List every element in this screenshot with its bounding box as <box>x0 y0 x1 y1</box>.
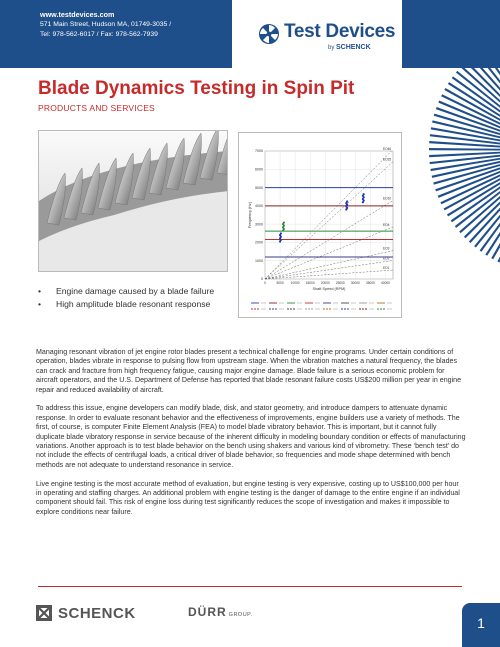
durr-group-logo <box>188 605 253 619</box>
x-tick-label: 35000 <box>365 281 375 285</box>
durr-group-label: GROUP. <box>228 612 253 618</box>
data-point <box>280 232 282 234</box>
bullet-list <box>38 285 248 311</box>
fan-blades-graphic <box>404 0 500 300</box>
engine-order-label: EO25 <box>383 157 392 162</box>
website-link[interactable]: www.testdevices.com <box>40 10 115 19</box>
y-tick-label: 6000 <box>255 167 263 172</box>
x-tick-label: 5000 <box>276 281 284 285</box>
engine-order-label: EO10 <box>383 196 392 201</box>
y-tick-label: 2000 <box>255 240 263 245</box>
bullet-item <box>38 298 248 311</box>
bullet-marker: • <box>38 286 42 296</box>
logo-by: by <box>328 45 335 51</box>
blade-photo-graphic <box>39 131 228 272</box>
y-tick-label: 3000 <box>255 222 263 227</box>
plot-area <box>265 151 393 279</box>
schenck-logo <box>36 604 136 622</box>
phone-fax-text: Tel: 978-562-6017 / Fax: 978-562-7939 <box>40 31 158 38</box>
data-point <box>283 221 285 223</box>
body-paragraph: Live engine testing is the most accurate method of evaluation, but engine testing is very expensive, costing up to US$100,000 per hour in operating and staffing charges. An additional problem with engine testing is the danger of damage to the entire engine if an individual component should fail. This risk of engine loss during test significantly reduces the scope of investigation and makes it impossible to explore conditions near failure. <box>36 479 460 516</box>
x-tick-label: 0 <box>264 281 266 285</box>
footer-rule <box>38 586 462 587</box>
fan-blade-decoration <box>404 0 500 300</box>
bullet-text: High amplitude blade resonant response <box>56 299 211 309</box>
x-tick-label: 15000 <box>305 281 315 285</box>
x-tick-label: 20000 <box>320 281 330 285</box>
blade-damage-photo <box>38 130 228 272</box>
body-text <box>36 348 466 527</box>
x-tick-label: 25000 <box>335 281 345 285</box>
engine-order-label: EO3 <box>383 246 390 251</box>
x-axis-label: Shaft Speed (RPM) <box>312 287 346 291</box>
page-title: Blade Dynamics Testing in Spin Pit <box>38 78 355 99</box>
bullet-text: Engine damage caused by a blade failure <box>56 286 215 296</box>
bullet-item <box>38 285 248 298</box>
bullet-marker: • <box>38 299 42 309</box>
logo-byline <box>328 44 371 51</box>
page-subtitle: PRODUCTS AND SERVICES <box>38 103 155 113</box>
fan-blade <box>480 182 500 252</box>
header-contact <box>40 10 210 40</box>
schenck-logo-icon <box>36 605 52 621</box>
data-point <box>346 200 348 202</box>
engine-order-label: EO4 <box>383 222 390 227</box>
body-paragraph: Managing resonant vibration of jet engine rotor blades present a technical challenge for engine programs. Under certain conditions of operation, blades vibrate in response to pulsing flow from upstream stage. When the vibration matches a natural frequency, the blades can crack and fracture from high frequency fatigue, causing major engine damage. Blade failure is a serious economic problem for aircraft operators, and the U.S. Department of Defense has reported that blade resonant failure costs US$200 million per year in engine repair and reduced availability of aircraft. <box>36 348 462 394</box>
address-text: 571 Main Street, Hudson MA, 01749-3035 / <box>40 21 172 28</box>
page-number: 1 <box>477 615 485 631</box>
x-tick-label: 40000 <box>381 281 390 285</box>
schenck-wordmark: SCHENCK <box>58 604 136 622</box>
y-tick-label: 0 <box>261 277 263 282</box>
fan-blade <box>429 148 500 151</box>
body-paragraph: To address this issue, engine developers can modify blade, disk, and stator geometry, and introduce dampers to attenuate dynamic response. In order to evaluate resonant behavior and the effectiveness of improvements, engine builders use a variety of methods. The first, of course, is computer Finite Element Analysis (FEA) to model blade vibratory behavior. This is important, but it cannot fully duplicate blade vibratory response in service because of the inherent difficulty in modeling boundary condition or effects of manufacturing variations. Another approach is to test blade behavior on the bench using shakers and various kind of vibrometry. These ‘bench test’ do not include the effects of centrifugal loads, a critical driver of blade behavior, so frequencies and mode shape determined with bench methods are not adequate to understand resonance in service. <box>36 404 466 469</box>
y-tick-label: 7000 <box>255 149 263 154</box>
test-devices-fan-icon <box>258 23 280 45</box>
test-devices-logo <box>232 0 402 74</box>
campbell-chart <box>239 133 403 319</box>
campbell-diagram <box>238 132 402 318</box>
durr-wordmark: DÜRR <box>188 605 227 619</box>
y-tick-label: 5000 <box>255 185 263 190</box>
engine-order-label: EO2 <box>383 256 390 261</box>
y-axis-label: Frequency (Hz) <box>248 201 252 229</box>
engine-order-label: EO1 <box>383 266 390 271</box>
y-tick-label: 1000 <box>255 258 263 263</box>
x-tick-label: 10000 <box>290 281 300 285</box>
engine-order-label: EO46 <box>383 147 392 151</box>
page-number-tab <box>462 603 500 647</box>
logo-name: Test Devices <box>284 21 396 42</box>
logo-parent: SCHENCK <box>336 44 371 51</box>
y-tick-label: 4000 <box>255 204 263 209</box>
data-point <box>363 193 365 195</box>
x-tick-label: 30000 <box>350 281 360 285</box>
